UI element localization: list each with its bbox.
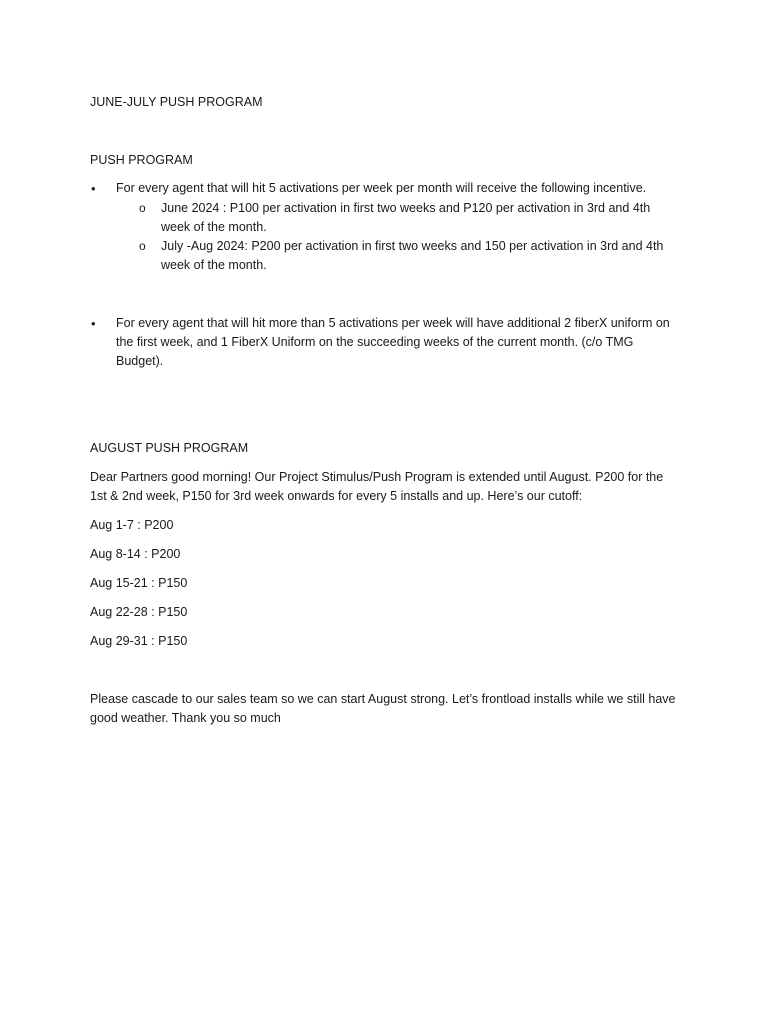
sub-bullet-june: June 2024 : P100 per activation in first two weeks and P120 per activation in 3rd and 4th week of the month.: [161, 201, 651, 234]
bullet-activations-incentive: For every agent that will hit 5 activations per week per month will receive the following incentive.: [116, 181, 647, 195]
cutoff-item: Aug 8-14 : P200: [90, 547, 181, 561]
closing-paragraph: Please cascade to our sales team so we can start August strong. Let’s frontload installs while we still have good weather. Thank you so much: [90, 692, 676, 725]
cutoff-item: Aug 1-7 : P200: [90, 518, 174, 532]
august-program-heading: AUGUST PUSH PROGRAM: [90, 441, 249, 455]
bullet-uniform-incentive: For every agent that will hit more than 5 activations per week will have additional 2 fiberX uniform on the first week, and 1 FiberX Uniform on the succeeding weeks of the current month. (c/o TMG Budget).: [116, 316, 670, 368]
sub-bullet-marker: o: [139, 239, 146, 253]
august-intro-paragraph: Dear Partners good morning! Our Project Stimulus/Push Program is extended until August. P200 for the 1st & 2nd week, P150 for 3rd week onwards for every 5 installs and up. Here’s our cutoff:: [90, 470, 664, 503]
document-title: JUNE-JULY PUSH PROGRAM: [90, 95, 263, 109]
cutoff-item: Aug 22-28 : P150: [90, 605, 188, 619]
bullet-marker: •: [91, 181, 96, 196]
cutoff-item: Aug 15-21 : P150: [90, 576, 188, 590]
sub-bullet-july-aug: July -Aug 2024: P200 per activation in first two weeks and 150 per activation in 3rd and 4th week of the month.: [161, 239, 664, 272]
push-program-heading: PUSH PROGRAM: [90, 153, 193, 167]
bullet-marker: •: [91, 316, 96, 331]
sub-bullet-marker: o: [139, 201, 146, 215]
cutoff-item: Aug 29-31 : P150: [90, 634, 188, 648]
